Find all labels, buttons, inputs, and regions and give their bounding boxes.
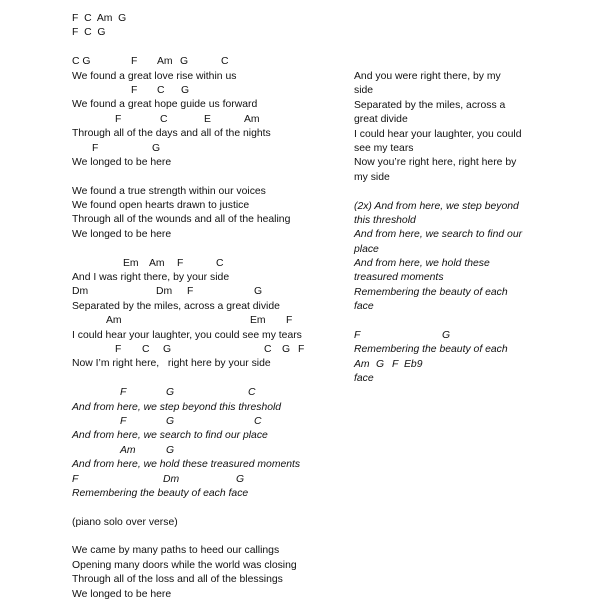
chord: C G — [72, 56, 91, 68]
chord: F — [72, 473, 79, 485]
lyric-line: Remembering the beauty of each — [354, 344, 508, 356]
lyric-line: Through all of the wounds and all of the healing — [72, 214, 291, 226]
lyric-line: Separated by the miles, across a great divide — [72, 300, 280, 312]
blank-line — [72, 170, 342, 184]
chord-line: F C Am G — [72, 13, 127, 24]
chord-line — [72, 113, 342, 127]
chord: Eb9 — [404, 358, 423, 370]
blank-line — [72, 41, 342, 55]
lyric-line: Separated by the miles, across a — [354, 99, 506, 111]
chord: Am — [106, 315, 122, 327]
lyric-line: And I was right there, by your side — [72, 272, 230, 284]
lyric-line: face — [354, 301, 374, 313]
chord: F — [286, 315, 293, 327]
lyric-line: Remembering the beauty of each — [354, 286, 508, 298]
chord: Am — [157, 56, 173, 68]
lyric-line: I could hear your laughter, you could see my tears — [72, 329, 302, 341]
chord: C — [216, 257, 224, 269]
lyric-line: And from here, we hold these — [354, 258, 490, 270]
chord-line — [72, 257, 342, 271]
lyric-line: Opening many doors while the world was closing — [72, 559, 297, 571]
lyric-line: side — [354, 85, 374, 97]
chord: G — [152, 142, 161, 154]
chord: E — [204, 113, 211, 125]
chord: F — [120, 387, 127, 399]
chord: G — [180, 56, 189, 68]
blank-line — [72, 372, 342, 386]
chord: Dm — [72, 286, 89, 298]
chord: Dm — [156, 286, 173, 298]
chord: Am — [244, 113, 260, 125]
chord-line — [72, 142, 342, 156]
lyric-line: place — [354, 243, 379, 255]
chord: G — [166, 387, 175, 399]
chord: G — [282, 343, 291, 355]
chord: C — [254, 415, 262, 427]
lyric-line: Now you’re right here, right here by — [354, 157, 517, 169]
lyric-line: great divide — [354, 114, 408, 126]
blank-line — [72, 501, 342, 515]
chord: C — [248, 387, 256, 399]
chord-line — [72, 285, 342, 299]
lyric-line: We found a great hope guide us forward — [72, 99, 258, 111]
chord-line — [72, 55, 342, 69]
chord-line — [72, 444, 342, 458]
lyric-line: my side — [354, 171, 390, 183]
lyric-line: We longed to be here — [72, 588, 172, 600]
chord: F — [177, 257, 184, 269]
chord: F — [131, 56, 138, 68]
lyric-line: We longed to be here — [72, 228, 172, 240]
chord: Am — [120, 444, 136, 456]
chord: G — [163, 343, 172, 355]
chord-line: F C G — [72, 27, 106, 39]
lyric-line: And from here, we search to find our — [354, 229, 523, 241]
chord: G — [254, 286, 263, 298]
lyric-line: We longed to be here — [72, 156, 172, 168]
chord: Em — [250, 315, 266, 327]
blank-line — [354, 185, 554, 199]
left-column — [72, 12, 342, 602]
chord-line — [72, 415, 342, 429]
lyric-line: (2x) And from here, we step beyond — [354, 200, 519, 212]
chord: G — [236, 473, 245, 485]
lyric-line: And from here, we hold these treasured moments — [72, 459, 301, 471]
chord: G — [181, 84, 190, 96]
blank-line — [72, 530, 342, 544]
chord: C — [142, 343, 150, 355]
lyric-line: I could hear your laughter, you could — [354, 128, 522, 140]
chord: G — [166, 415, 175, 427]
chord: F — [120, 415, 127, 427]
chord: F — [187, 286, 194, 298]
chord: Am — [149, 257, 165, 269]
lyric-line: And from here, we search to find our place — [72, 430, 268, 442]
chord-line — [72, 314, 342, 328]
lyric-line: Remembering the beauty of each face — [72, 487, 249, 499]
chord: F — [131, 84, 138, 96]
chord-line — [72, 343, 342, 357]
chord: F — [92, 142, 99, 154]
chord: C — [157, 84, 165, 96]
blank-line — [354, 315, 554, 329]
chord: Am — [354, 358, 370, 370]
lyric-line: And you were right there, by my — [354, 71, 501, 82]
chord: C — [160, 113, 168, 125]
chord: G — [166, 444, 175, 456]
chord: F — [298, 343, 305, 355]
right-column — [354, 70, 554, 387]
chord-line — [354, 358, 554, 372]
chord: C — [264, 343, 272, 355]
lyric-line: face — [354, 373, 374, 385]
lyric-line: We found open hearts drawn to justice — [72, 200, 250, 212]
chord: F — [115, 343, 122, 355]
lyric-line: We came by many paths to heed our callings — [72, 545, 280, 557]
lyric-line: Through all of the days and all of the nights — [72, 128, 271, 140]
chord-line — [72, 84, 342, 98]
lyric-line: this threshold — [354, 214, 416, 226]
chord-line — [354, 329, 554, 343]
lyric-line: We found a true strength within our voices — [72, 185, 266, 197]
chord: G — [442, 330, 451, 342]
chord: C — [221, 56, 229, 68]
chord-line — [72, 473, 342, 487]
chord: G — [376, 358, 385, 370]
lyric-line: (piano solo over verse) — [72, 516, 178, 528]
blank-line — [72, 242, 342, 256]
chord: F — [115, 113, 122, 125]
lyric-line: And from here, we step beyond this threshold — [72, 401, 282, 413]
chord: F — [392, 358, 399, 370]
chord: Dm — [163, 473, 180, 485]
chord: F — [354, 330, 361, 342]
lyric-line: We found a great love rise within us — [72, 70, 237, 82]
lyric-line: treasured moments — [354, 272, 444, 284]
lyric-line: see my tears — [354, 142, 414, 154]
lyric-line: Now I’m right here, right here by your side — [72, 358, 271, 370]
lyric-line: Through all of the loss and all of the blessings — [72, 574, 283, 586]
chord: Em — [123, 257, 139, 269]
chord-line — [72, 386, 342, 400]
